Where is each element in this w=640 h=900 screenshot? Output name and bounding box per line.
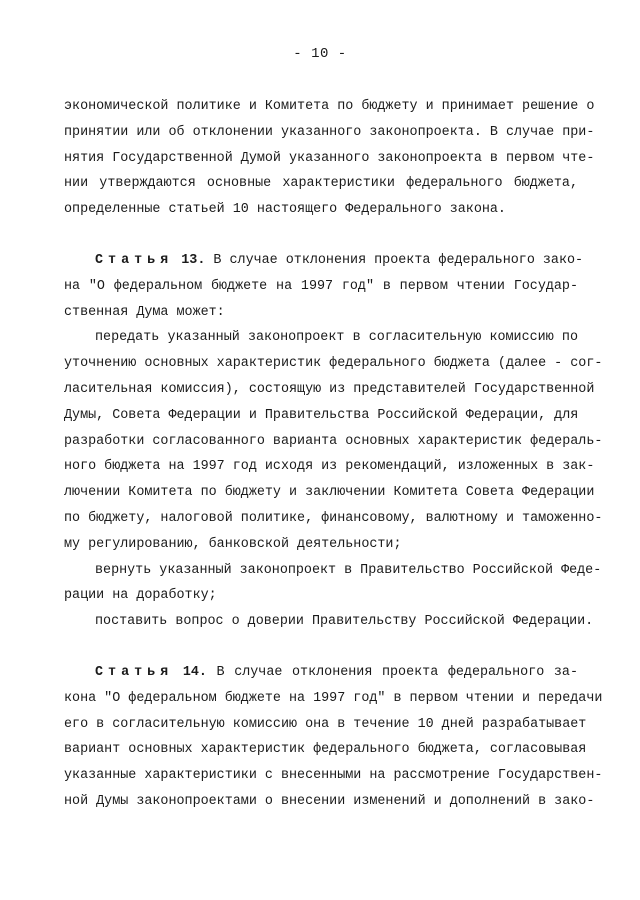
- article-label: Статья: [95, 252, 174, 268]
- text-line: принятии или об отклонении указанного законопроекта. В случае при-: [64, 124, 595, 140]
- text-line: уточнению основных характеристик федерального бюджета (далее - сог-: [64, 356, 603, 372]
- article-13-option-3: [64, 609, 594, 635]
- article-number: 14.: [182, 664, 207, 680]
- article-label: Статья: [95, 664, 174, 680]
- text-line: рации на доработку;: [64, 588, 217, 604]
- article-number: 13.: [181, 252, 206, 268]
- article-13-option-1: [64, 325, 603, 557]
- page-number: - 10 -: [293, 46, 347, 62]
- article-14-first-line-text: В случае отклонения проекта федерального за-: [216, 664, 578, 680]
- article-13-heading-line: [64, 248, 584, 274]
- text-line: ласительная комиссия), состоящую из представителей Государственной: [64, 381, 595, 397]
- text-line: передать указанный законопроект в согласительную комиссию по: [95, 330, 578, 346]
- text-line: ственная Дума может:: [64, 304, 225, 320]
- text-line: нии утверждаются основные характеристики федерального бюджета,: [64, 176, 578, 192]
- text-line: кона "О федеральном бюджете на 1997 год" в первом чтении и передачи: [64, 690, 603, 706]
- text-line: по бюджету, налоговой политике, финансовому, валютному и таможенно-: [64, 510, 603, 526]
- article-14-heading-line: [64, 660, 578, 686]
- text-line: вернуть указанный законопроект в Правительство Российской Феде-: [95, 562, 602, 578]
- text-line: вариант основных характеристик федерального бюджета, согласовывая: [64, 742, 587, 758]
- text-line: Думы, Совета Федерации и Правительства Российской Федерации, для: [64, 407, 579, 423]
- article-13: [64, 248, 603, 635]
- text-line: му регулированию, банковской деятельности;: [64, 536, 402, 552]
- text-line: ного бюджета на 1997 год исходя из рекомендаций, изложенных в зак-: [64, 459, 595, 475]
- text-line: нятия Государственной Думой указанного законопроекта в первом чте-: [64, 150, 595, 166]
- text-line: указанные характеристики с внесенными на рассмотрение Государствен-: [64, 768, 603, 784]
- text-line: на "О федеральном бюджете на 1997 год" в первом чтении Государ-: [64, 278, 578, 294]
- article-14: [64, 660, 603, 815]
- intro-paragraph: [64, 94, 595, 223]
- article-13-first-line-text: В случае отклонения проекта федерального зако-: [213, 252, 584, 268]
- text-line: определенные статьей 10 настоящего Федерального закона.: [64, 202, 506, 218]
- text-line: разработки согласованного варианта основных характеристик федераль-: [64, 433, 603, 449]
- article-13-option-2: [64, 558, 602, 610]
- document-body: [64, 94, 603, 815]
- text-line: ной Думы законопроектами о внесении изменений и дополнений в зако-: [64, 793, 595, 809]
- text-line: лючении Комитета по бюджету и заключении Комитета Совета Федерации: [64, 485, 595, 501]
- text-line: экономической политике и Комитета по бюджету и принимает решение о: [64, 99, 595, 114]
- text-line: его в согласительную комиссию она в течение 10 дней разрабатывает: [64, 716, 587, 732]
- text-line: поставить вопрос о доверии Правительству Российской Федерации.: [95, 614, 594, 630]
